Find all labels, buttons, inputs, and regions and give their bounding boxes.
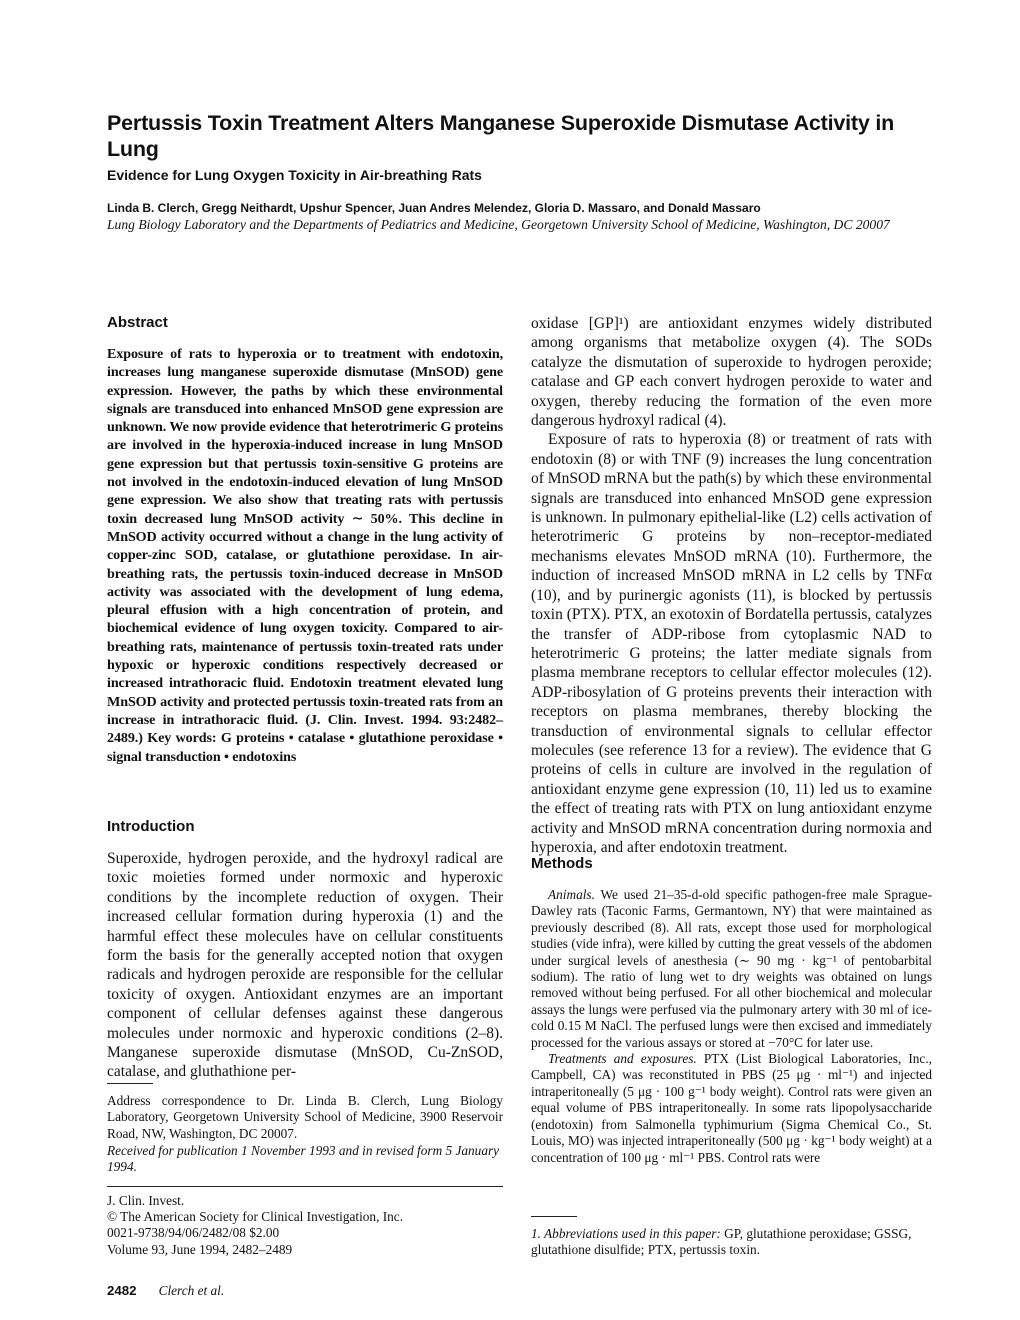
copyright-line: © The American Society for Clinical Investigation, Inc. bbox=[107, 1209, 404, 1225]
journal-name: J. Clin. Invest. bbox=[107, 1193, 185, 1208]
affiliation: Lung Biology Laboratory and the Departments of Pediatrics and Medicine, Georgetown University School of Medicine, Washington, DC 20007 bbox=[107, 217, 890, 232]
methods-animals-paragraph bbox=[531, 887, 932, 1051]
introduction-heading: Introduction bbox=[107, 818, 195, 835]
abbreviation-text: GP, glutathione peroxidase; GSSG, glutathione disulfide; PTX, pertussis toxin. bbox=[531, 1226, 912, 1258]
footnote-divider bbox=[107, 1083, 153, 1084]
intro-paragraph-2: Exposure of rats to hyperoxia (8) or treatment of rats with endotoxin (8) or with TNF (9) increases the lung concentration of MnSOD mRNA but the path(s) by which these environmental signals are transduced into enhanced MnSOD gene expression is unknown. In pulmonary epithelial-like (L2) cells activation of heterotrimeric G proteins by non–receptor-mediated mechanisms elevates MnSOD mRNA (10). Furthermore, the induction of increased MnSOD mRNA in L2 cells by TNFα (10), and by purinergic agonists (11), is blocked by pertussis toxin (PTX). PTX, an exotoxin of Bordatella pertussis, catalyzes the transfer of ADP-ribose from cytoplasmic NAD to heterotrimeric G proteins; the latter mediate signals from plasma membrane receptors to cellular effector molecules (12). ADP-ribosylation of G proteins prevents their interaction with receptors on plasma membranes, thereby blocking the transduction of environmental signals to cellular effector molecules (see reference 13 for a review). The evidence that G proteins of cells in culture are involved in the regulation of antioxidant enzyme gene expression (10, 11) led us to examine the effect of treating rats with PTX on lung antioxidant enzyme activity and MnSOD mRNA concentration during normoxia and hyperoxia, and after endotoxin treatment. bbox=[531, 431, 932, 856]
intro-paragraph-continued: oxidase [GP]¹) are antioxidant enzymes widely distributed among organisms that metabolize oxygen (4). The SODs catalyze the dismutation of superoxide to hydrogen peroxide; catalase and GP each convert hydrogen peroxide to water and oxygen, thereby reducing the formation of the even more dangerous hydroxyl radical (4). bbox=[531, 315, 932, 430]
methods-text bbox=[531, 887, 932, 1166]
author-list: Linda B. Clerch, Gregg Neithardt, Upshur Spencer, Juan Andres Melendez, Gloria D. Massaro, and Donald Massaro bbox=[107, 201, 761, 215]
running-head: Clerch et al. bbox=[158, 1283, 225, 1298]
treatments-text: PTX (List Biological Laboratories, Inc., Campbell, CA) was reconstituted in PBS (25 μg · ml⁻¹) and injected intraperitoneally (5 μg · 100 g⁻¹ body weight). Control rats were given an equal volume of PBS intraperitoneally. In some rats lipopolysaccharide (endotoxin) from Salmonella typhimurium (Sigma Chemical Co., St. Louis, MO) was injected intraperitoneally (500 μg · kg⁻¹ body weight) at a concentration of 100 μg · ml⁻¹ PBS. Control rats were bbox=[531, 1051, 932, 1165]
introduction-text-right bbox=[531, 314, 932, 857]
abstract-heading: Abstract bbox=[107, 314, 168, 331]
abstract-text: Exposure of rats to hyperoxia or to treatment with endotoxin, increases lung manganese superoxide dismutase (MnSOD) gene expression. However, the paths by which these environmental signals are transduced into enhanced MnSOD gene expression are unknown. We now provide evidence that heterotrimeric G proteins are involved in the hyperoxia-induced increase in lung MnSOD gene expression but that pertussis toxin-sensitive G proteins are not involved in the endotoxin-induced elevation of lung MnSOD gene expression. We also show that treating rats with pertussis toxin decreased lung MnSOD activity ∼ 50%. This decline in MnSOD activity occurred without a change in the lung activity of copper-zinc SOD, catalase, or glutathione peroxidase. In air-breathing rats, the pertussis toxin-induced decrease in MnSOD activity was associated with the development of lung edema, pleural effusion with a high concentration of protein, and biochemical evidence of lung oxygen toxicity. Compared to air-breathing rats, maintenance of pertussis toxin-treated rats under hypoxic or hyperoxic conditions respectively decreased or increased intrathoracic fluid. Endotoxin treatment elevated lung MnSOD activity and protected pertussis toxin-treated rats from an increase in intrathoracic fluid. (J. Clin. Invest. 1994. 93:2482–2489.) Key words: G proteins • catalase • glutathione peroxidase • signal transduction • endotoxins bbox=[107, 346, 503, 765]
methods-heading: Methods bbox=[531, 855, 593, 872]
page-footer bbox=[107, 1283, 224, 1299]
journal-info bbox=[107, 1193, 503, 1258]
journal-info-divider bbox=[107, 1186, 503, 1187]
abbreviation-footnote-divider bbox=[531, 1216, 577, 1217]
paper-subtitle: Evidence for Lung Oxygen Toxicity in Air-breathing Rats bbox=[107, 167, 482, 183]
volume-line: Volume 93, June 1994, 2482–2489 bbox=[107, 1241, 293, 1257]
issn-line: 0021-9738/94/06/2482/08 $2.00 bbox=[107, 1225, 280, 1241]
page-number: 2482 bbox=[107, 1283, 137, 1298]
animals-lead: Animals. bbox=[548, 887, 595, 902]
animals-text: We used 21–35-d-old specific pathogen-free male Sprague-Dawley rats (Taconic Farms, Germantown, NY) that were maintained as previously described (8). All rats, except those used for morphological studies (vide infra), were killed by cutting the great vessels of the abdomen under surgical levels of anesthesia (∼ 90 mg · kg⁻¹ of pentobarbital sodium). The ratio of lung wet to dry weights was obtained on lungs removed without being perfused. For all other biochemical and molecular assays the lungs were perfused via the pulmonary artery with 30 ml of ice-cold 0.15 M NaCl. The perfused lungs were then excised and immediately processed for the various assays or stored at −70°C for later use. bbox=[531, 887, 932, 1050]
treatments-lead: Treatments and exposures. bbox=[548, 1051, 697, 1067]
correspondence-note: Address correspondence to Dr. Linda B. Clerch, Lung Biology Laboratory, Georgetown University School of Medicine, 3900 Reservoir Road, NW, Washington, DC 20007. bbox=[107, 1093, 503, 1141]
paper-title: Pertussis Toxin Treatment Alters Manganese Superoxide Dismutase Activity in Lung bbox=[107, 111, 895, 161]
abbreviation-footnote bbox=[531, 1226, 932, 1258]
abbreviation-lead: 1. Abbreviations used in this paper: bbox=[531, 1226, 721, 1241]
received-note: Received for publication 1 November 1993 and in revised form 5 January 1994. bbox=[107, 1143, 500, 1175]
methods-treatments-paragraph bbox=[531, 1051, 932, 1166]
introduction-text-left: Superoxide, hydrogen peroxide, and the hydroxyl radical are toxic moieties formed under normoxic and hyperoxic conditions by the incomplete reduction of oxygen. Their increased cellular formation during hyperoxia (1) and the harmful effect these molecules have on cellular constituents form the basis for the generally accepted notion that oxygen radicals and hydrogen peroxide are responsible for the cellular toxicity of oxygen. Antioxidant enzymes are an important component of cellular defenses against these dangerous molecules under normoxic and hyperoxic conditions (2–8). Manganese superoxide dismutase (MnSOD, Cu-ZnSOD, catalase, and gluthathione per- bbox=[107, 850, 503, 1081]
